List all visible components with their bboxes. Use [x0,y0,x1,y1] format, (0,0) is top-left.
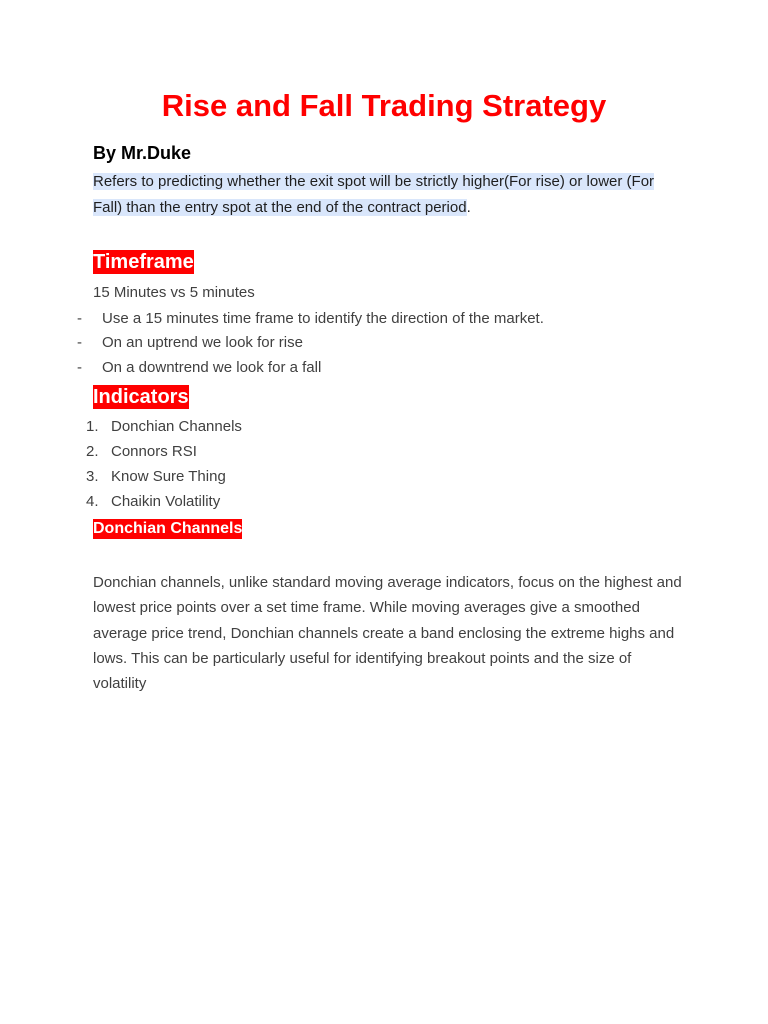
intro-period: . [466,199,471,216]
intro-highlighted-text: Refers to predicting whether the exit spot will be strictly higher(For rise) or lower (For Fall) than the entry spot at the end of the contract period [93,173,655,216]
bullet-marker: - [77,334,82,351]
list-number: 2. [86,443,99,460]
bullet-marker: - [77,310,82,327]
indicator-item-2: Connors RSI [111,443,197,460]
list-number: 1. [86,418,99,435]
list-number: 4. [86,493,99,510]
timeframe-heading: Timeframe [93,251,194,273]
donchian-paragraph: Donchian channels, unlike standard moving average indicators, focus on the highest and lowest price points over a set time frame. While moving averages give a smoothed average price trend, Donchian channels create a band enclosing the extreme highs and lows. This can be particularly useful for identifying breakout points and the size of volatility [93,574,682,693]
indicator-item-1: Donchian Channels [111,418,242,435]
timeframe-bullet-2: On an uptrend we look for rise [102,334,303,351]
author-line: By Mr.Duke [93,143,192,163]
bullet-marker: - [77,359,82,376]
timeframe-bullet-1: Use a 15 minutes time frame to identify the direction of the market. [102,310,544,327]
indicators-heading: Indicators [93,386,189,408]
timeframe-subtitle: 15 Minutes vs 5 minutes [93,284,255,301]
indicator-item-3: Know Sure Thing [111,468,226,485]
intro-paragraph [93,169,683,221]
list-number: 3. [86,468,99,485]
document-title: Rise and Fall Trading Strategy [161,88,607,123]
timeframe-bullet-3: On a downtrend we look for a fall [102,359,322,376]
indicator-item-4: Chaikin Volatility [111,493,221,510]
donchian-heading: Donchian Channels [93,520,243,537]
